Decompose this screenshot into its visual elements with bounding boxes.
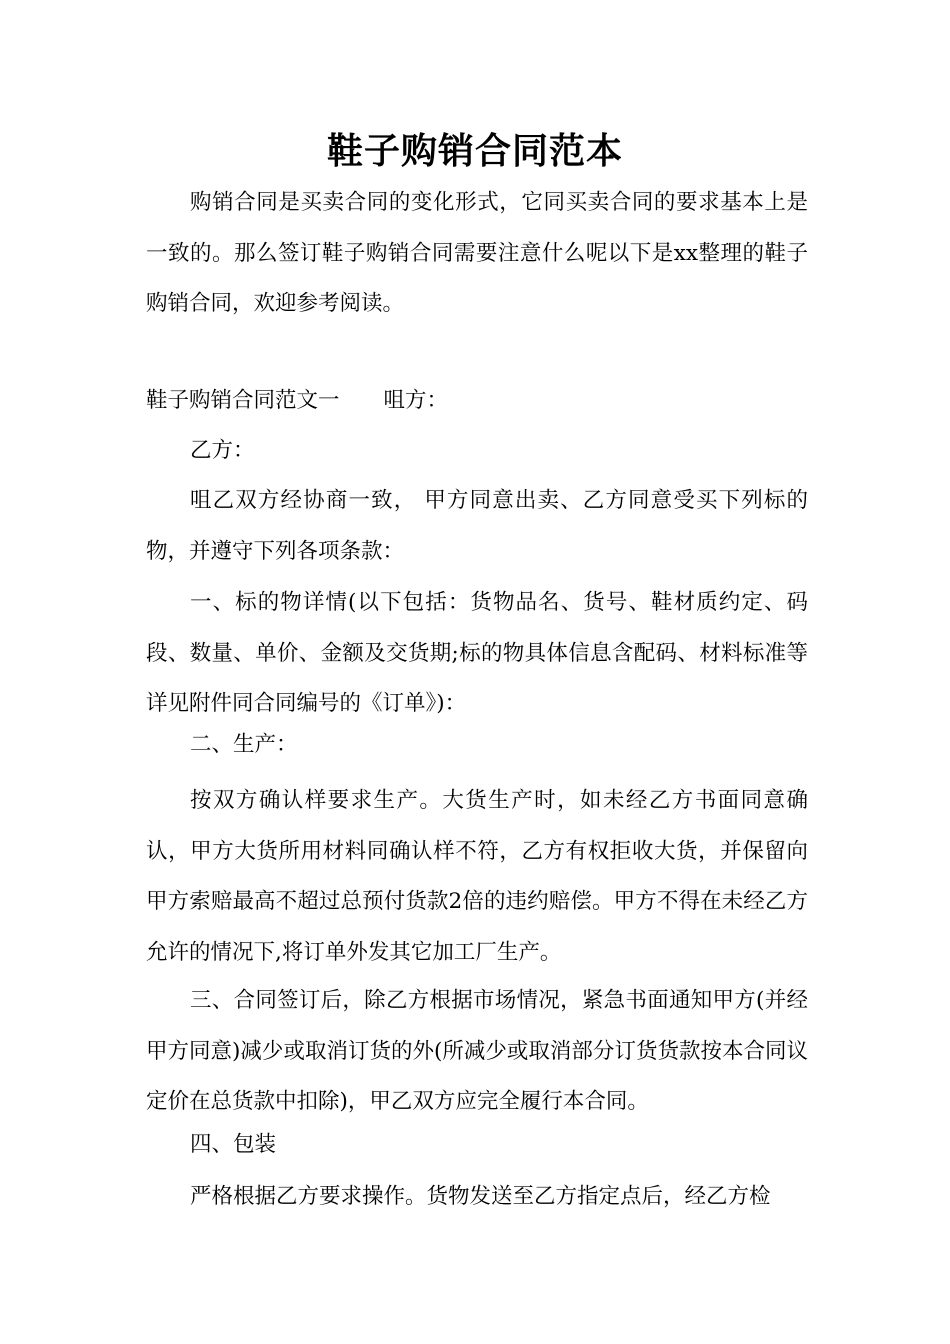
document-title: 鞋子购销合同范本	[326, 131, 623, 172]
agreement-paragraph: 咀乙双方经协商一致， 甲方同意出卖、乙方同意受买下列标的物，并遵守下列各项条款：	[146, 488, 808, 564]
clause-2-paragraph: 按双方确认样要求生产。大货生产时，如未经乙方书面同意确认，甲方大货所用材料同确认样不符，乙方有权拒收大货，并保留向甲方索赔最高不超过总预付货款2倍的违约赔偿。甲方不得在未经乙方允许的情况下,将订单外发其它加工厂生产。	[146, 788, 808, 965]
clause-4-paragraph: 严格根据乙方要求操作。货物发送至乙方指定点后，经乙方检	[190, 1184, 771, 1209]
intro-paragraph: 购销合同是买卖合同的变化形式，它同买卖合同的要求基本上是一致的。那么签订鞋子购销合同需要注意什么呢以下是xx整理的鞋子购销合同，欢迎参考阅读。	[146, 190, 808, 316]
clause-2-heading: 二、生产：	[190, 732, 298, 757]
section-heading-line	[146, 376, 808, 427]
party-b-label: 乙方：	[190, 438, 255, 463]
clause-1-paragraph: 一、标的物详情(以下包括：货物品名、货号、鞋材质约定、码段、数量、单价、金额及交货期;标的物具体信息含配码、材料标准等详见附件同合同编号的《订单》)：	[146, 590, 808, 716]
clause-3-paragraph: 三、合同签订后，除乙方根据市场情况，紧急书面通知甲方(并经甲方同意)减少或取消订货的外(所减少或取消部分订货货款按本合同议定价在总货款中扣除)，甲乙双方应完全履行本合同。	[146, 988, 808, 1114]
clause-4-heading: 四、包装	[190, 1132, 277, 1157]
party-a-label: 咀方：	[383, 388, 449, 413]
section-heading: 鞋子购销合同范文一	[146, 388, 340, 413]
